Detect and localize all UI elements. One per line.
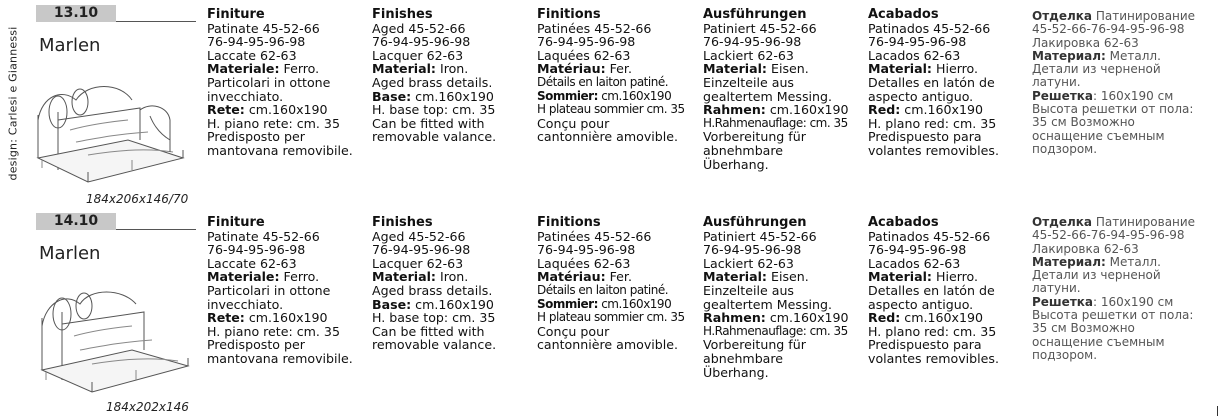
spec-heading: Finiture — [207, 7, 265, 22]
spec-italian: Finiture Patinate 45-52-66 76-94-95-96-98 Laccate 62-63 Materiale: Ferro. Particolari in ottone invecchiato. Rete: cm.160x190 H. piano rete: cm. 35 Predisposto per mantovana removibile. — [207, 7, 353, 158]
spec-heading: Finishes — [372, 215, 433, 230]
spec-german: Ausführungen Patiniert 45-52-66 76-94-95-96-98 Lackiert 62-63 Material: Eisen. Einzelteile aus gealtertem Messing. Rahmen: cm.160x190 H.Rahmenauflage: cm. 35 Vorbereitung für abnehmbare Überhang. — [703, 7, 849, 172]
spec-german: Ausführungen Patiniert 45-52-66 76-94-95-96-98 Lackiert 62-63 Material: Eisen. Einzelteile aus gealtertem Messing. Rahmen: cm.160x190 H.Rahmenauflage: cm. 35 Vorbereitung für abnehmbare Überhang. — [703, 215, 849, 380]
spec-english: Finishes Aged 45-52-66 76-94-95-96-98 Lacquer 62-63 Material: Iron. Aged brass details. Base: cm.160x190 H. base top: cm. 35 Can be fitted with removable valance. — [372, 215, 497, 353]
spec-heading: Finiture — [207, 215, 265, 230]
spec-russian: Отделка Патинирование 45-52-66-76-94-95-96-98 Лакировка 62-63 Материал: Металл. Детали из черненой латуни. Решетка: 160x190 см Высота решетки от пола: 35 см Возможно оснащение съемным подзором. — [1032, 215, 1196, 362]
spec-heading: Ausführungen — [703, 7, 807, 22]
bed-illustration — [28, 268, 198, 398]
designer-credit-text: design: Carlesi e Giannessi — [6, 26, 20, 180]
spec-heading: Ausführungen — [703, 215, 807, 230]
spec-french: Finitions Patinées 45-52-66 76-94-95-96-98 Laquées 62-63 Matériau: Fer. Détails en laiton patiné. Sommier: cm.160x190 H plateau sommier cm. 35 Conçu pour cantonnière amovible. — [537, 7, 685, 145]
text-cursor — [1217, 406, 1218, 416]
spec-heading: Acabados — [868, 7, 939, 22]
bed-illustration — [28, 60, 198, 190]
spec-heading: Finitions — [537, 7, 601, 22]
spec-french: Finitions Patinées 45-52-66 76-94-95-96-98 Laquées 62-63 Matériau: Fer. Détails en laiton patiné. Sommier: cm.160x190 H plateau sommier cm. 35 Conçu pour cantonnière amovible. — [537, 215, 685, 353]
spec-spanish: Acabados Patinados 45-52-66 76-94-95-96-98 Lacados 62-63 Material: Hierro. Detalles en latón de aspecto antiguo. Red: cm.160x190 H. plano red: cm. 35 Predispuesto para volantes removibles. — [868, 215, 999, 366]
spec-heading: Finitions — [537, 215, 601, 230]
divider — [116, 21, 196, 22]
spec-italian: Finiture Patinate 45-52-66 76-94-95-96-98 Laccate 62-63 Materiale: Ferro. Particolari in ottone invecchiato. Rete: cm.160x190 H. piano rete: cm. 35 Predisposto per mantovana removibile. — [207, 215, 353, 366]
product-code: 13.10 — [36, 5, 116, 22]
product-code: 14.10 — [36, 213, 116, 230]
spec-spanish: Acabados Patinados 45-52-66 76-94-95-96-98 Lacados 62-63 Material: Hierro. Detalles en latón de aspecto antiguo. Red: cm.160x190 H. plano red: cm. 35 Predispuesto para volantes removibles. — [868, 7, 999, 158]
spec-heading: Acabados — [868, 215, 939, 230]
divider — [116, 229, 196, 230]
product-name: Marlen — [39, 35, 101, 56]
product-name: Marlen — [39, 243, 101, 264]
spec-russian: Отделка Патинирование 45-52-66-76-94-95-96-98 Лакировка 62-63 Материал: Металл. Детали из черненой латуни. Решетка: 160x190 см Высота решетки от пола: 35 см Возможно оснащение съемным подзором. — [1032, 9, 1196, 156]
product-dimensions: 184x206x146/70 — [86, 192, 189, 206]
product-entry — [0, 0, 1228, 207]
spec-english: Finishes Aged 45-52-66 76-94-95-96-98 Lacquer 62-63 Material: Iron. Aged brass details. Base: cm.160x190 H. base top: cm. 35 Can be fitted with removable valance. — [372, 7, 497, 145]
product-entry — [0, 208, 1228, 415]
spec-heading: Finishes — [372, 7, 433, 22]
product-dimensions: 184x202x146 — [106, 400, 189, 414]
